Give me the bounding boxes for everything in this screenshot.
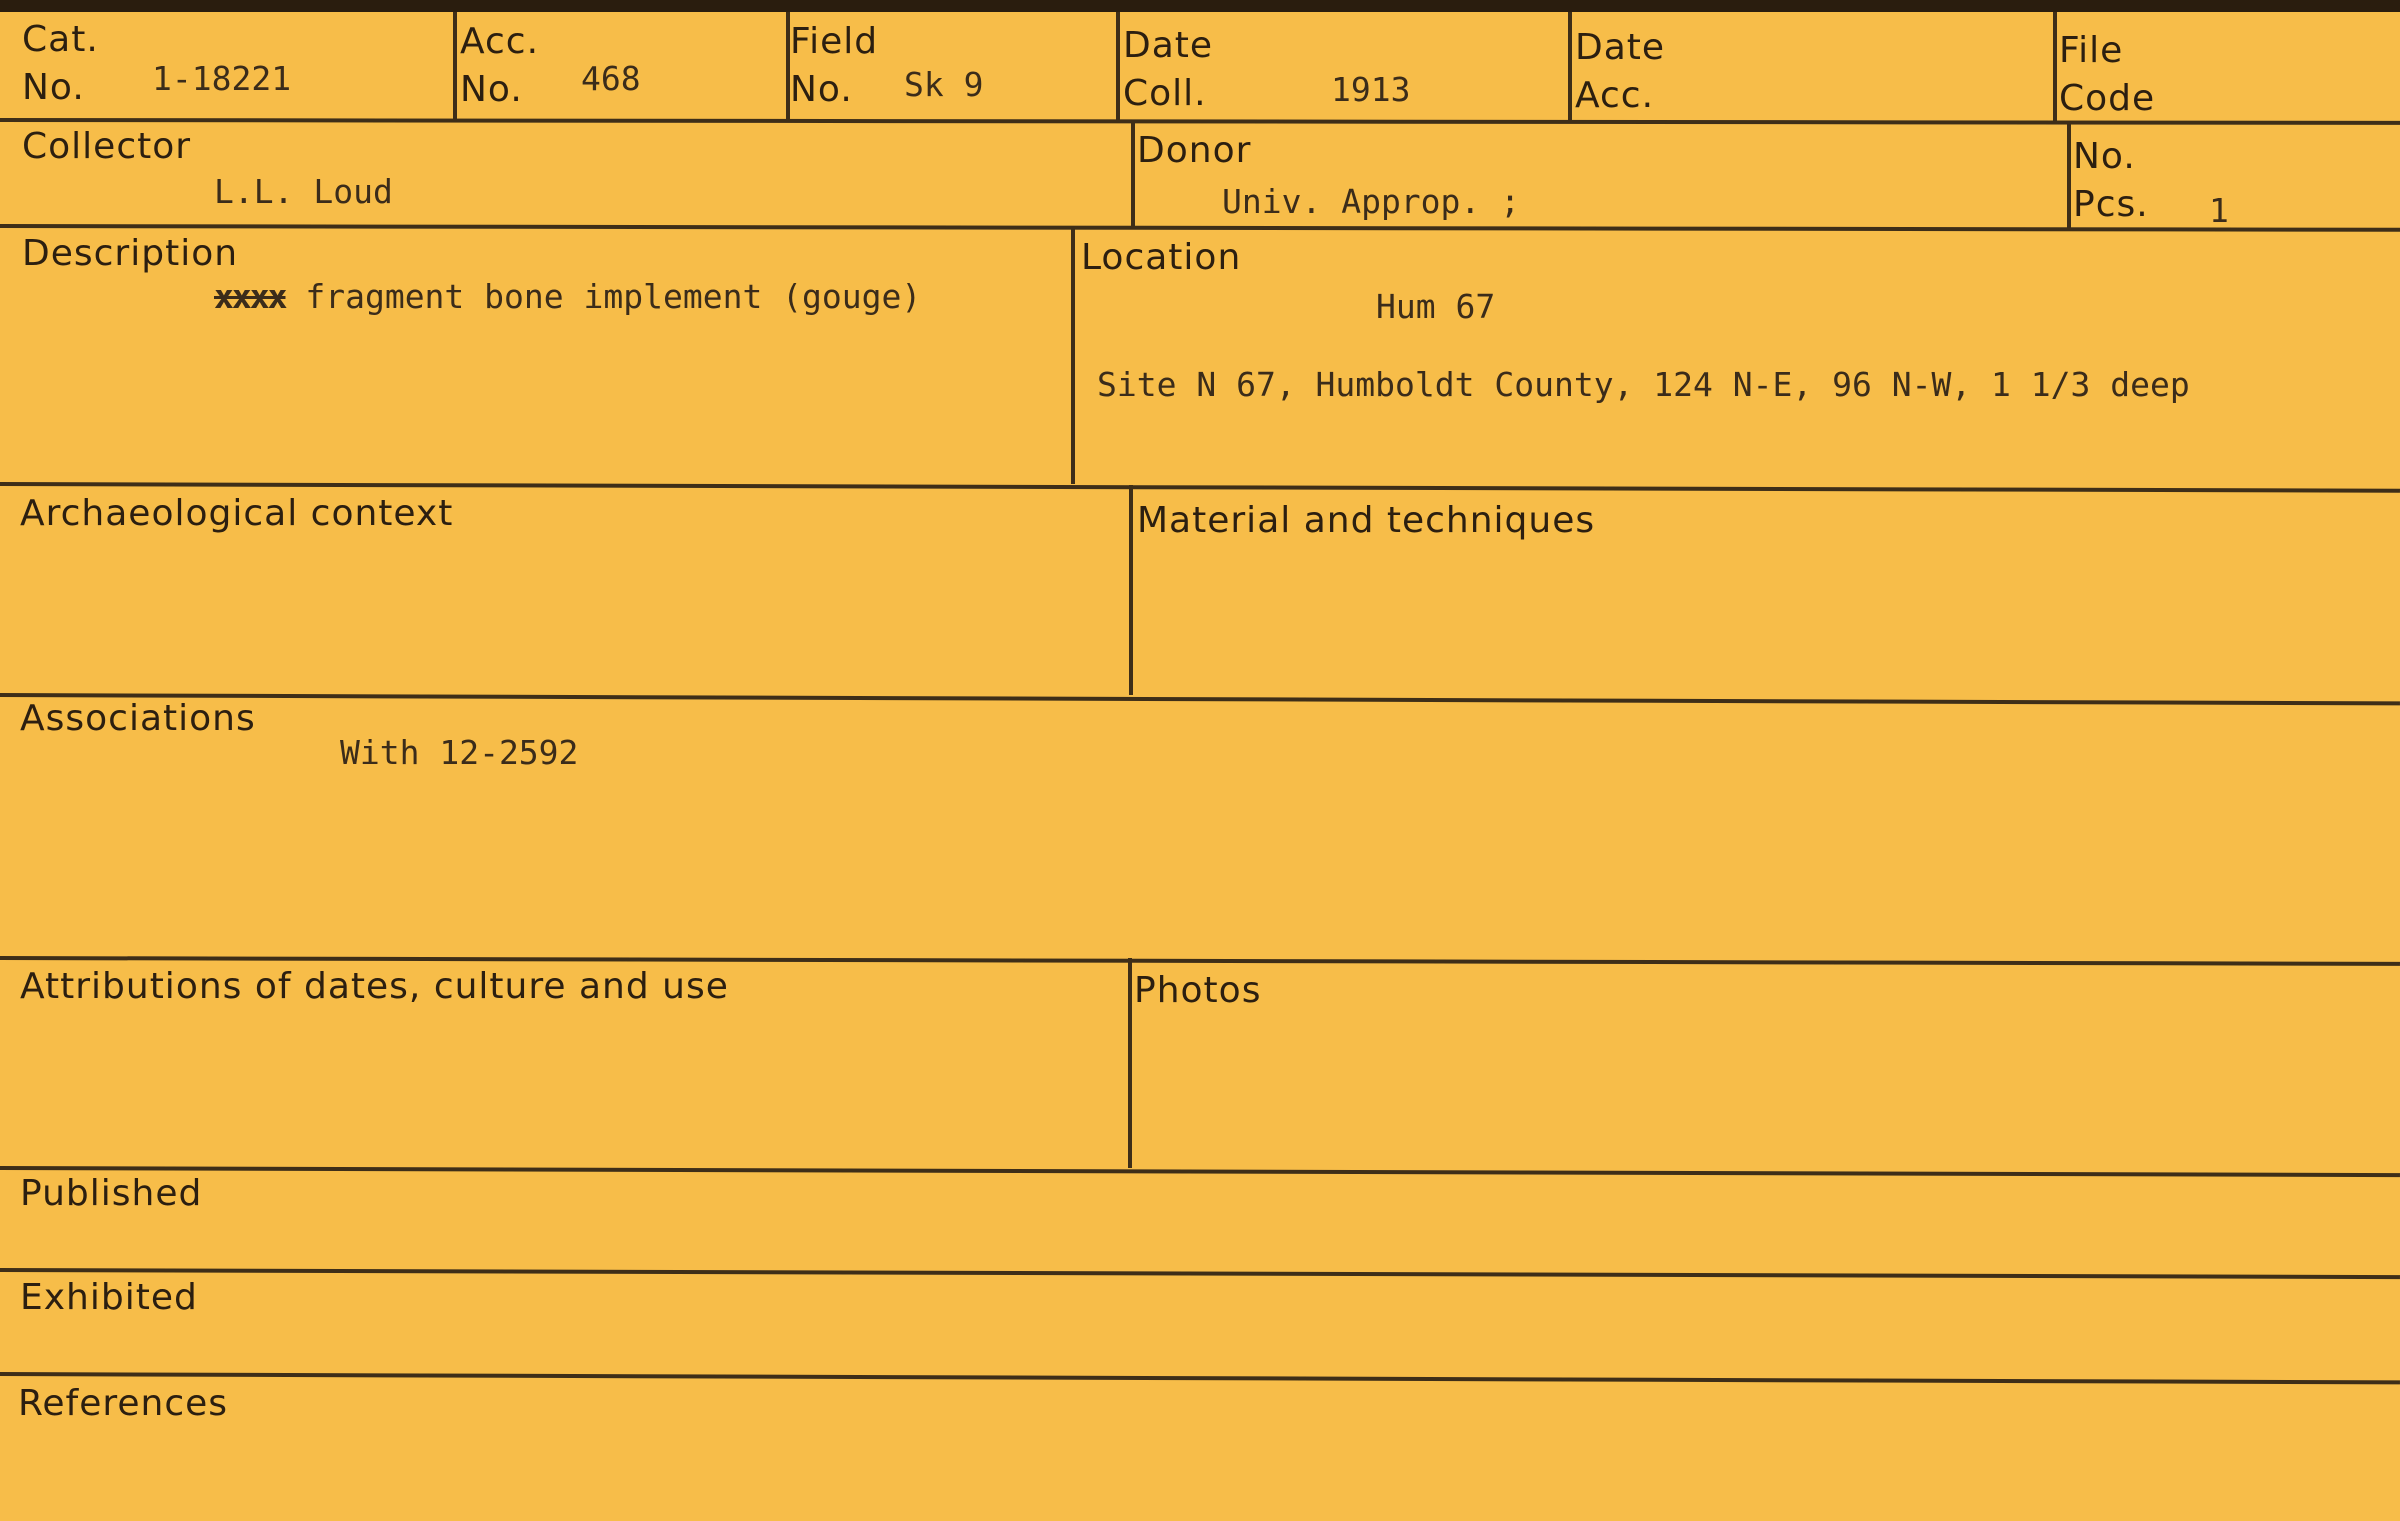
struck-out-typing: xxxx [214, 277, 286, 316]
rule-row-8 [0, 1372, 2400, 1384]
collector-label: Collector [22, 126, 192, 167]
acc-no-label: Acc. No. [460, 21, 540, 110]
pcs-label: No. Pcs. [2073, 136, 2149, 225]
acc-no-value: 468 [581, 59, 641, 98]
location-value-2: Site N 67, Humboldt County, 124 N-E, 96 N-W, 1 1/3 deep [1097, 365, 2190, 404]
published-label: Published [20, 1173, 203, 1214]
rule-col-photos [1128, 958, 1132, 1168]
location-value-1: Hum 67 [1376, 287, 1496, 326]
collector-value: L.L. Loud [214, 172, 393, 211]
description-label: Description [22, 233, 239, 274]
material-techniques-label: Material and techniques [1137, 500, 1596, 541]
field-no-value: Sk 9 [904, 65, 984, 104]
references-label: References [18, 1383, 229, 1424]
rule-col-dateacc [1568, 12, 1572, 122]
rule-col-material [1129, 485, 1133, 695]
associations-label: Associations [20, 698, 256, 739]
file-code-label: File Code [2059, 30, 2156, 119]
date-coll-label: Date Coll. [1123, 25, 1214, 114]
description-value: xxxx fragment bone implement (gouge) [214, 277, 922, 316]
exhibited-label: Exhibited [20, 1277, 198, 1318]
rule-row-2 [0, 224, 2400, 232]
date-acc-label: Date Acc. [1575, 27, 1666, 116]
attributions-label: Attributions of dates, culture and use [20, 966, 729, 1007]
date-coll-value: 1913 [1331, 70, 1411, 109]
rule-row-1 [0, 118, 2400, 125]
rule-row-4 [0, 693, 2400, 705]
scan-border [0, 0, 2400, 12]
pcs-value: 1 [2209, 191, 2229, 230]
rule-col-acc [453, 12, 457, 120]
rule-col-donor [1131, 120, 1135, 226]
photos-label: Photos [1134, 970, 1262, 1011]
cat-no-label: Cat. No. [22, 19, 99, 108]
field-no-label: Field No. [790, 21, 879, 110]
rule-row-6 [0, 1166, 2400, 1177]
rule-row-7 [0, 1268, 2400, 1279]
rule-col-location [1071, 226, 1075, 484]
rule-col-pcs [2067, 122, 2071, 228]
rule-col-datecoll [1116, 12, 1120, 120]
donor-value: Univ. Approp. ; [1222, 182, 1521, 221]
donor-label: Donor [1137, 130, 1252, 171]
location-label: Location [1081, 237, 1242, 278]
rule-col-filecode [2053, 12, 2057, 124]
archaeological-context-label: Archaeological context [20, 493, 454, 534]
cat-no-value: 1-18221 [152, 59, 292, 98]
associations-value: With 12-2592 [340, 733, 579, 772]
